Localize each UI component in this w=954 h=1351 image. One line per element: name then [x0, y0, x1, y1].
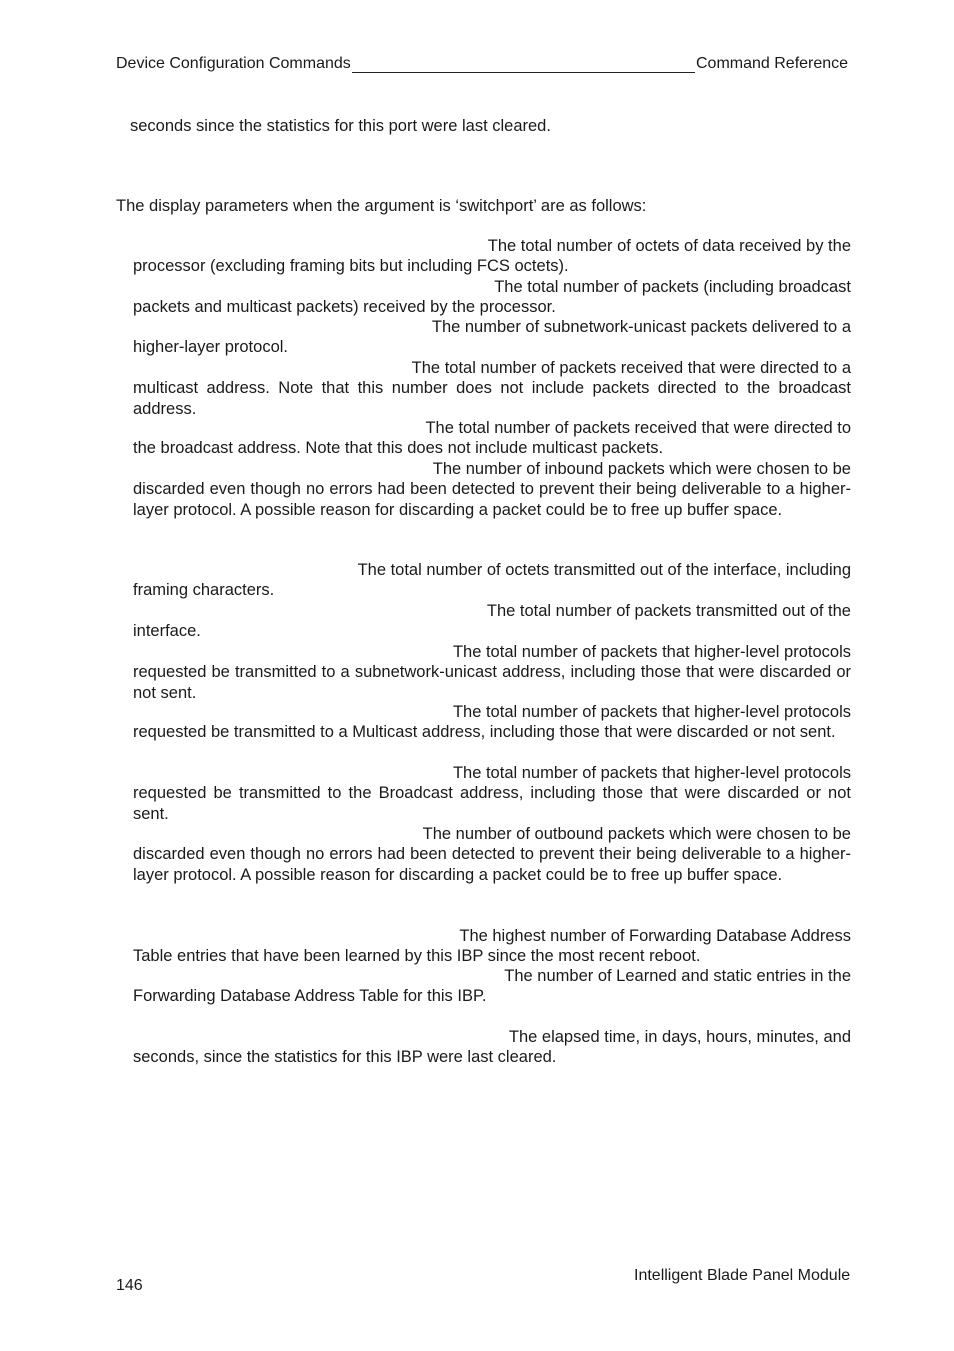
param-description-first-line: The elapsed time, in days, hours, minutes, and — [508, 1028, 851, 1046]
param-description — [133, 459, 851, 520]
header-rule — [352, 72, 695, 73]
param-description-continuation: requested be transmitted to a Multicast address, including those that were discarded or not sent. — [133, 723, 836, 742]
param-description-first-line: The total number of packets (including broadcast — [494, 278, 851, 296]
param-description — [133, 236, 851, 277]
param-description-continuation: seconds, since the statistics for this IBP were last cleared. — [133, 1048, 557, 1067]
param-description-first-line: The number of outbound packets which were chosen to be — [422, 825, 851, 843]
header-right-title: Command Reference — [696, 55, 849, 72]
param-description-first-line: The total number of packets that higher-level protocols — [452, 643, 851, 661]
param-description-first-line: The total number of packets received that were directed to a — [411, 359, 851, 377]
param-description — [133, 601, 851, 642]
param-description-first-line: The total number of packets received that were directed to — [425, 419, 851, 437]
param-description — [133, 642, 851, 703]
footer-title: Intelligent Blade Panel Module — [634, 1267, 851, 1284]
param-description-continuation: higher-layer protocol. — [133, 338, 288, 357]
param-description — [133, 317, 851, 358]
param-description-first-line: The total number of packets that higher-level protocols — [452, 764, 851, 782]
param-description — [133, 966, 851, 1007]
param-description-first-line: The total number of octets transmitted out of the interface, including — [357, 561, 851, 579]
param-description — [133, 763, 851, 824]
param-description — [133, 1027, 851, 1068]
param-description-first-line: The number of inbound packets which were chosen to be — [432, 460, 851, 478]
param-description — [133, 702, 851, 743]
intro-text: The display parameters when the argument is ‘switchport’ are as follows: — [116, 197, 647, 215]
param-description — [133, 277, 851, 318]
param-description-continuation: framing characters. — [133, 581, 275, 600]
param-description-continuation: requested be transmitted to the Broadcast address, including those that were discarded or not sent. — [133, 784, 851, 823]
param-description-continuation: Table entries that have been learned by this IBP since the most recent reboot. — [133, 947, 701, 966]
param-description-continuation: the broadcast address. Note that this does not include multicast packets. — [133, 439, 664, 458]
param-description-first-line: The total number of packets that higher-level protocols — [452, 703, 851, 721]
param-description-continuation: discarded even though no errors had been detected to prevent their being deliverable to a higher-layer protocol. A possible reason for discarding a packet could be to free up buffer space. — [133, 480, 851, 519]
param-description-continuation: interface. — [133, 622, 201, 641]
param-description-first-line: The number of Learned and static entries in the — [504, 967, 851, 985]
param-description-continuation: discarded even though no errors had been detected to prevent their being deliverable to a higher-layer protocol. A possible reason for discarding a packet could be to free up buffer space. — [133, 845, 851, 884]
param-description — [133, 418, 851, 459]
param-description — [133, 824, 851, 885]
param-description-continuation: Forwarding Database Address Table for this IBP. — [133, 987, 487, 1006]
param-description-continuation: packets and multicast packets) received by the processor. — [133, 298, 556, 317]
param-description-first-line: The total number of octets of data received by the — [487, 237, 851, 255]
lead-text: seconds since the statistics for this port were last cleared. — [130, 117, 551, 135]
param-description — [133, 358, 851, 419]
param-description — [133, 560, 851, 601]
param-description-first-line: The highest number of Forwarding Database Address — [459, 927, 851, 945]
param-description-first-line: The number of subnetwork-unicast packets delivered to a — [431, 318, 851, 336]
param-description-continuation: processor (excluding framing bits but including FCS octets). — [133, 257, 569, 276]
header-left-title: Device Configuration Commands — [116, 55, 351, 72]
param-description — [133, 926, 851, 967]
param-description-continuation: requested be transmitted to a subnetwork-unicast address, including those that were discarded or not sent. — [133, 663, 851, 702]
param-description-continuation: multicast address. Note that this number does not include packets directed to the broadcast address. — [133, 379, 851, 418]
param-description-first-line: The total number of packets transmitted out of the — [486, 602, 851, 620]
page-number: 146 — [116, 1277, 143, 1294]
